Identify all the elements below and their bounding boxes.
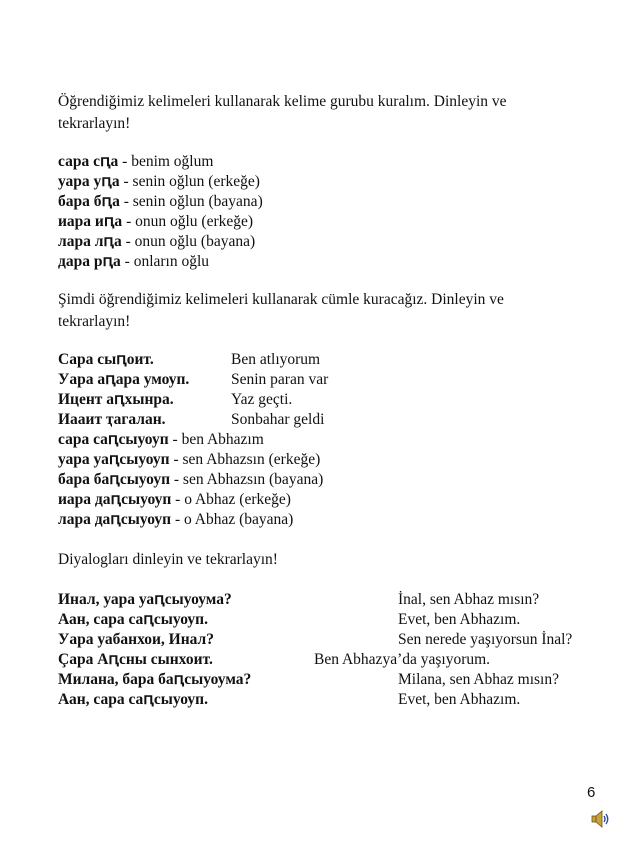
phrase-item: [58, 450, 320, 470]
translation-text: - onun oğlu (bayana): [121, 233, 256, 250]
abkhaz-line: Уара уабанхои, Инал?: [58, 631, 215, 648]
translation-text: - o Abhaz (bayana): [171, 511, 294, 528]
translation-text: - sen Abhazsın (erkeğe): [169, 451, 321, 468]
translation-text: - senin oğlun (erkeğe): [119, 173, 260, 190]
abkhaz-line: Инал, уара уаԥсыуоума?: [58, 591, 232, 608]
dialog-translation: Sen nerede yaşıyorsun İnal?: [398, 631, 573, 648]
abkhaz-text: иара иԥа: [58, 213, 123, 230]
phrase-item: [58, 430, 264, 450]
translation-text: - onun oğlu (erkeğe): [122, 213, 254, 230]
dialog-translation: Evet, ben Abhazım.: [398, 611, 521, 628]
abkhaz-sentence: Иааит ҭагалан.: [58, 411, 166, 428]
abkhaz-sentence: Ицент аԥхынра.: [58, 391, 174, 408]
translation-text: - ben Abhazım: [168, 431, 264, 448]
vocab-item: [58, 192, 263, 212]
abkhaz-text: сара сԥа: [58, 153, 119, 170]
phrase-item: [58, 470, 323, 490]
sentence-row: [58, 370, 329, 390]
sentence-row: [58, 350, 321, 370]
vocab-item: [58, 232, 255, 252]
sentence-translation: Yaz geçti.: [231, 391, 293, 408]
abkhaz-text: сара саԥсыуоуп: [58, 431, 169, 448]
sentence-translation: Sonbahar geldi: [231, 411, 325, 428]
abkhaz-line: Милана, бара баԥсыуоума?: [58, 671, 252, 688]
dialog-translation: Milana, sen Abhaz mısın?: [398, 671, 559, 688]
intro-line-2: tekrarlayın!: [58, 115, 131, 132]
page-number: 6: [587, 784, 596, 801]
abkhaz-text: бара бԥа: [58, 193, 120, 210]
dialog-intro: Diyalogları dinleyin ve tekrarlayın!: [58, 551, 278, 568]
abkhaz-text: лара даԥсыуоуп: [58, 511, 172, 528]
abkhaz-sentence: Уара аԥара умоуп.: [58, 371, 190, 388]
phrase-item: [58, 490, 291, 510]
translation-text: - o Abhaz (erkeğe): [171, 491, 291, 508]
dialog-row: [58, 670, 559, 690]
sentence-translation: Ben atlıyorum: [231, 351, 321, 368]
dialog-row: [58, 610, 521, 630]
dialog-row: [58, 690, 521, 710]
abkhaz-line: Çара Аԥсны сынхоит.: [58, 651, 213, 668]
sentence-translation: Senin paran var: [231, 371, 329, 388]
dialog-translation: İnal, sen Abhaz mısın?: [398, 591, 540, 608]
abkhaz-text: иара даԥсыуоуп: [58, 491, 172, 508]
translation-text: - sen Abhazsın (bayana): [170, 471, 324, 488]
abkhaz-text: дара рԥа: [58, 253, 121, 270]
abkhaz-line: Аан, сара саԥсыуоуп.: [58, 691, 208, 708]
vocab-item: [58, 152, 213, 172]
intro-line-1: Öğrendiğimiz kelimeleri kullanarak kelime gurubu kuralım. Dinleyin ve: [58, 93, 507, 110]
abkhaz-text: уара уԥа: [58, 173, 120, 190]
abkhaz-text: лара лԥа: [58, 233, 122, 250]
dialog-row: [58, 650, 491, 670]
intro2-line-1: Şimdi öğrendiğimiz kelimeleri kullanarak cümle kuracağız. Dinleyin ve: [58, 291, 504, 308]
translation-text: - senin oğlun (bayana): [119, 193, 263, 210]
sentence-row: [58, 410, 325, 430]
abkhaz-text: бара баԥсыуоуп: [58, 471, 171, 488]
translation-text: - onların oğlu: [120, 253, 210, 270]
vocab-item: [58, 172, 260, 192]
abkhaz-sentence: Сара сыԥоит.: [58, 351, 154, 368]
dialog-translation: Ben Abhazya’da yaşıyorum.: [314, 651, 491, 668]
speaker-icon[interactable]: [590, 808, 612, 830]
abkhaz-line: Аан, сара саԥсыуоуп.: [58, 611, 208, 628]
intro2-line-2: tekrarlayın!: [58, 313, 131, 330]
abkhaz-text: уара уаԥсыуоуп: [58, 451, 170, 468]
dialog-translation: Evet, ben Abhazım.: [398, 691, 521, 708]
dialog-row: [58, 590, 540, 610]
translation-text: - benim oğlum: [118, 153, 214, 170]
dialog-row: [58, 630, 573, 650]
phrase-item: [58, 510, 293, 530]
vocab-item: [58, 212, 253, 232]
vocab-item: [58, 252, 209, 272]
sentence-row: [58, 390, 293, 410]
